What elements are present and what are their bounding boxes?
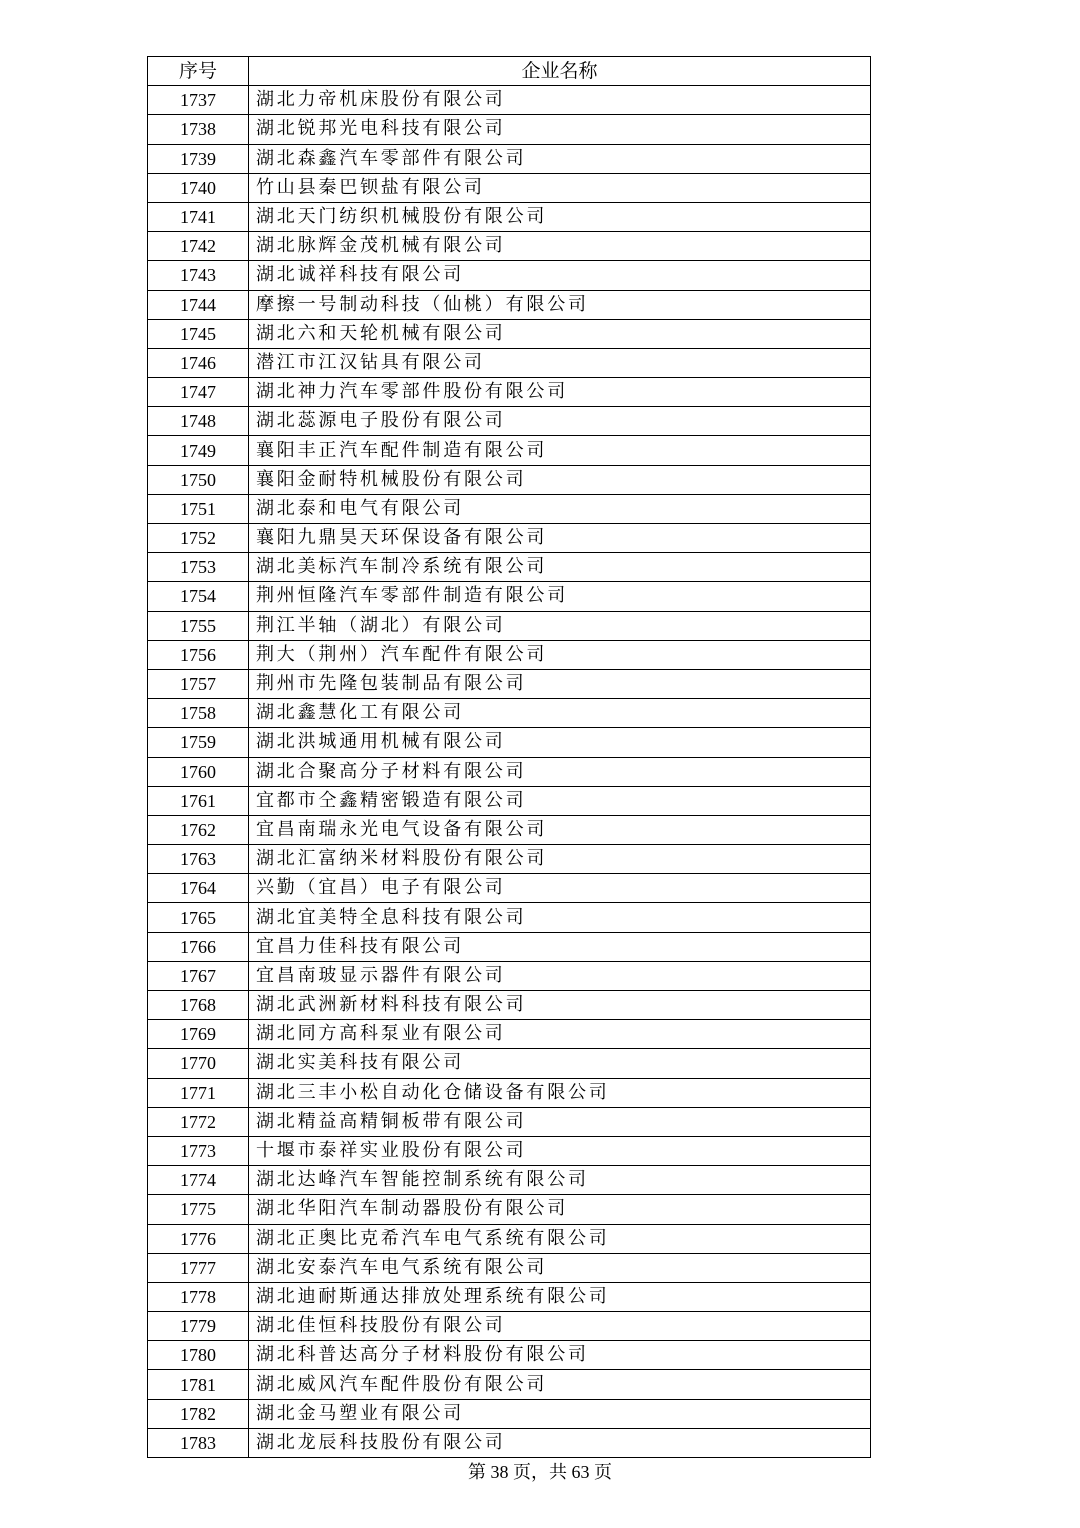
row-seq: 1779 xyxy=(148,1312,249,1341)
row-company-name: 宜昌力佳科技有限公司 xyxy=(249,932,871,961)
row-seq: 1740 xyxy=(148,173,249,202)
row-seq: 1773 xyxy=(148,1136,249,1165)
table-header-row xyxy=(148,57,871,86)
row-company-name: 湖北龙辰科技股份有限公司 xyxy=(249,1428,871,1457)
row-seq: 1772 xyxy=(148,1107,249,1136)
row-seq: 1743 xyxy=(148,261,249,290)
table-row xyxy=(148,1370,871,1399)
row-company-name: 湖北洪城通用机械有限公司 xyxy=(249,728,871,757)
table-row xyxy=(148,465,871,494)
row-seq: 1751 xyxy=(148,494,249,523)
table-row xyxy=(148,611,871,640)
row-company-name: 湖北达峰汽车智能控制系统有限公司 xyxy=(249,1166,871,1195)
header-seq: 序号 xyxy=(148,57,249,86)
row-seq: 1748 xyxy=(148,407,249,436)
row-company-name: 襄阳九鼎昊天环保设备有限公司 xyxy=(249,524,871,553)
row-company-name: 湖北宜美特全息科技有限公司 xyxy=(249,903,871,932)
table-row xyxy=(148,640,871,669)
row-company-name: 湖北精益高精铜板带有限公司 xyxy=(249,1107,871,1136)
row-company-name: 襄阳丰正汽车配件制造有限公司 xyxy=(249,436,871,465)
row-seq: 1754 xyxy=(148,582,249,611)
row-company-name: 湖北武洲新材料科技有限公司 xyxy=(249,991,871,1020)
row-company-name: 荆大（荆州）汽车配件有限公司 xyxy=(249,640,871,669)
row-company-name: 荆江半轴（湖北）有限公司 xyxy=(249,611,871,640)
row-company-name: 湖北三丰小松自动化仓储设备有限公司 xyxy=(249,1078,871,1107)
table-row xyxy=(148,728,871,757)
row-seq: 1745 xyxy=(148,319,249,348)
table-row xyxy=(148,1020,871,1049)
row-seq: 1770 xyxy=(148,1049,249,1078)
row-seq: 1738 xyxy=(148,115,249,144)
row-company-name: 宜昌南瑞永光电气设备有限公司 xyxy=(249,815,871,844)
row-seq: 1744 xyxy=(148,290,249,319)
table-row xyxy=(148,290,871,319)
table-row xyxy=(148,1224,871,1253)
row-seq: 1771 xyxy=(148,1078,249,1107)
table-row xyxy=(148,348,871,377)
row-seq: 1747 xyxy=(148,378,249,407)
table-body xyxy=(148,86,871,1458)
table-row xyxy=(148,786,871,815)
row-company-name: 湖北蕊源电子股份有限公司 xyxy=(249,407,871,436)
row-seq: 1737 xyxy=(148,86,249,115)
table-row xyxy=(148,232,871,261)
table-row xyxy=(148,261,871,290)
row-seq: 1762 xyxy=(148,815,249,844)
table-row xyxy=(148,1428,871,1457)
row-company-name: 湖北迪耐斯通达排放处理系统有限公司 xyxy=(249,1282,871,1311)
row-company-name: 湖北美标汽车制冷系统有限公司 xyxy=(249,553,871,582)
row-company-name: 湖北安泰汽车电气系统有限公司 xyxy=(249,1253,871,1282)
row-company-name: 摩擦一号制动科技（仙桃）有限公司 xyxy=(249,290,871,319)
row-seq: 1739 xyxy=(148,144,249,173)
table-row xyxy=(148,1282,871,1311)
row-seq: 1741 xyxy=(148,202,249,231)
row-company-name: 湖北汇富纳米材料股份有限公司 xyxy=(249,845,871,874)
row-seq: 1769 xyxy=(148,1020,249,1049)
table-row xyxy=(148,524,871,553)
table-row xyxy=(148,202,871,231)
table-row xyxy=(148,1399,871,1428)
row-seq: 1767 xyxy=(148,961,249,990)
row-seq: 1760 xyxy=(148,757,249,786)
table-row xyxy=(148,903,871,932)
table-row xyxy=(148,1107,871,1136)
table-row xyxy=(148,436,871,465)
row-company-name: 湖北威风汽车配件股份有限公司 xyxy=(249,1370,871,1399)
row-company-name: 湖北金马塑业有限公司 xyxy=(249,1399,871,1428)
table-row xyxy=(148,845,871,874)
row-company-name: 襄阳金耐特机械股份有限公司 xyxy=(249,465,871,494)
row-company-name: 竹山县秦巴钡盐有限公司 xyxy=(249,173,871,202)
table-row xyxy=(148,1136,871,1165)
table-row xyxy=(148,319,871,348)
row-seq: 1755 xyxy=(148,611,249,640)
row-company-name: 湖北力帝机床股份有限公司 xyxy=(249,86,871,115)
row-seq: 1774 xyxy=(148,1166,249,1195)
row-company-name: 湖北华阳汽车制动器股份有限公司 xyxy=(249,1195,871,1224)
table-row xyxy=(148,1341,871,1370)
row-seq: 1756 xyxy=(148,640,249,669)
row-seq: 1778 xyxy=(148,1282,249,1311)
table-row xyxy=(148,815,871,844)
row-company-name: 湖北实美科技有限公司 xyxy=(249,1049,871,1078)
row-company-name: 兴勤（宜昌）电子有限公司 xyxy=(249,874,871,903)
table-row xyxy=(148,115,871,144)
row-seq: 1759 xyxy=(148,728,249,757)
row-seq: 1750 xyxy=(148,465,249,494)
row-company-name: 十堰市泰祥实业股份有限公司 xyxy=(249,1136,871,1165)
table-row xyxy=(148,1195,871,1224)
row-seq: 1781 xyxy=(148,1370,249,1399)
table-row xyxy=(148,553,871,582)
table-row xyxy=(148,86,871,115)
table-row xyxy=(148,407,871,436)
row-seq: 1757 xyxy=(148,669,249,698)
row-company-name: 湖北诚祥科技有限公司 xyxy=(249,261,871,290)
row-seq: 1768 xyxy=(148,991,249,1020)
row-company-name: 湖北鑫慧化工有限公司 xyxy=(249,699,871,728)
row-seq: 1780 xyxy=(148,1341,249,1370)
row-seq: 1758 xyxy=(148,699,249,728)
row-seq: 1777 xyxy=(148,1253,249,1282)
table-row xyxy=(148,932,871,961)
row-seq: 1775 xyxy=(148,1195,249,1224)
row-company-name: 湖北六和天轮机械有限公司 xyxy=(249,319,871,348)
row-seq: 1764 xyxy=(148,874,249,903)
row-seq: 1749 xyxy=(148,436,249,465)
row-seq: 1753 xyxy=(148,553,249,582)
row-company-name: 宜都市仝鑫精密锻造有限公司 xyxy=(249,786,871,815)
row-company-name: 湖北科普达高分子材料股份有限公司 xyxy=(249,1341,871,1370)
table-row xyxy=(148,173,871,202)
table-row xyxy=(148,1078,871,1107)
table-row xyxy=(148,699,871,728)
row-seq: 1783 xyxy=(148,1428,249,1457)
table-row xyxy=(148,991,871,1020)
table-row xyxy=(148,669,871,698)
table-row xyxy=(148,757,871,786)
table-row xyxy=(148,378,871,407)
table-row xyxy=(148,1166,871,1195)
table-row xyxy=(148,494,871,523)
row-company-name: 湖北锐邦光电科技有限公司 xyxy=(249,115,871,144)
row-company-name: 湖北脉辉金茂机械有限公司 xyxy=(249,232,871,261)
table-row xyxy=(148,1312,871,1341)
row-company-name: 湖北天门纺织机械股份有限公司 xyxy=(249,202,871,231)
row-company-name: 湖北同方高科泵业有限公司 xyxy=(249,1020,871,1049)
header-company-name: 企业名称 xyxy=(249,57,871,86)
row-company-name: 湖北合聚高分子材料有限公司 xyxy=(249,757,871,786)
row-company-name: 潜江市江汉钻具有限公司 xyxy=(249,348,871,377)
page-footer: 第 38 页，共 63 页 xyxy=(468,1462,612,1482)
row-seq: 1746 xyxy=(148,348,249,377)
row-company-name: 湖北森鑫汽车零部件有限公司 xyxy=(249,144,871,173)
company-list-table xyxy=(147,56,871,1458)
table-row xyxy=(148,961,871,990)
table-row xyxy=(148,874,871,903)
table-row xyxy=(148,144,871,173)
row-seq: 1761 xyxy=(148,786,249,815)
row-company-name: 湖北佳恒科技股份有限公司 xyxy=(249,1312,871,1341)
row-company-name: 湖北泰和电气有限公司 xyxy=(249,494,871,523)
row-seq: 1782 xyxy=(148,1399,249,1428)
row-seq: 1776 xyxy=(148,1224,249,1253)
row-seq: 1766 xyxy=(148,932,249,961)
row-company-name: 荆州市先隆包装制品有限公司 xyxy=(249,669,871,698)
row-company-name: 湖北神力汽车零部件股份有限公司 xyxy=(249,378,871,407)
row-company-name: 湖北正奥比克希汽车电气系统有限公司 xyxy=(249,1224,871,1253)
row-company-name: 荆州恒隆汽车零部件制造有限公司 xyxy=(249,582,871,611)
row-seq: 1742 xyxy=(148,232,249,261)
table-row xyxy=(148,1253,871,1282)
row-seq: 1763 xyxy=(148,845,249,874)
table-row xyxy=(148,582,871,611)
row-company-name: 宜昌南玻显示器件有限公司 xyxy=(249,961,871,990)
table-row xyxy=(148,1049,871,1078)
row-seq: 1765 xyxy=(148,903,249,932)
row-seq: 1752 xyxy=(148,524,249,553)
